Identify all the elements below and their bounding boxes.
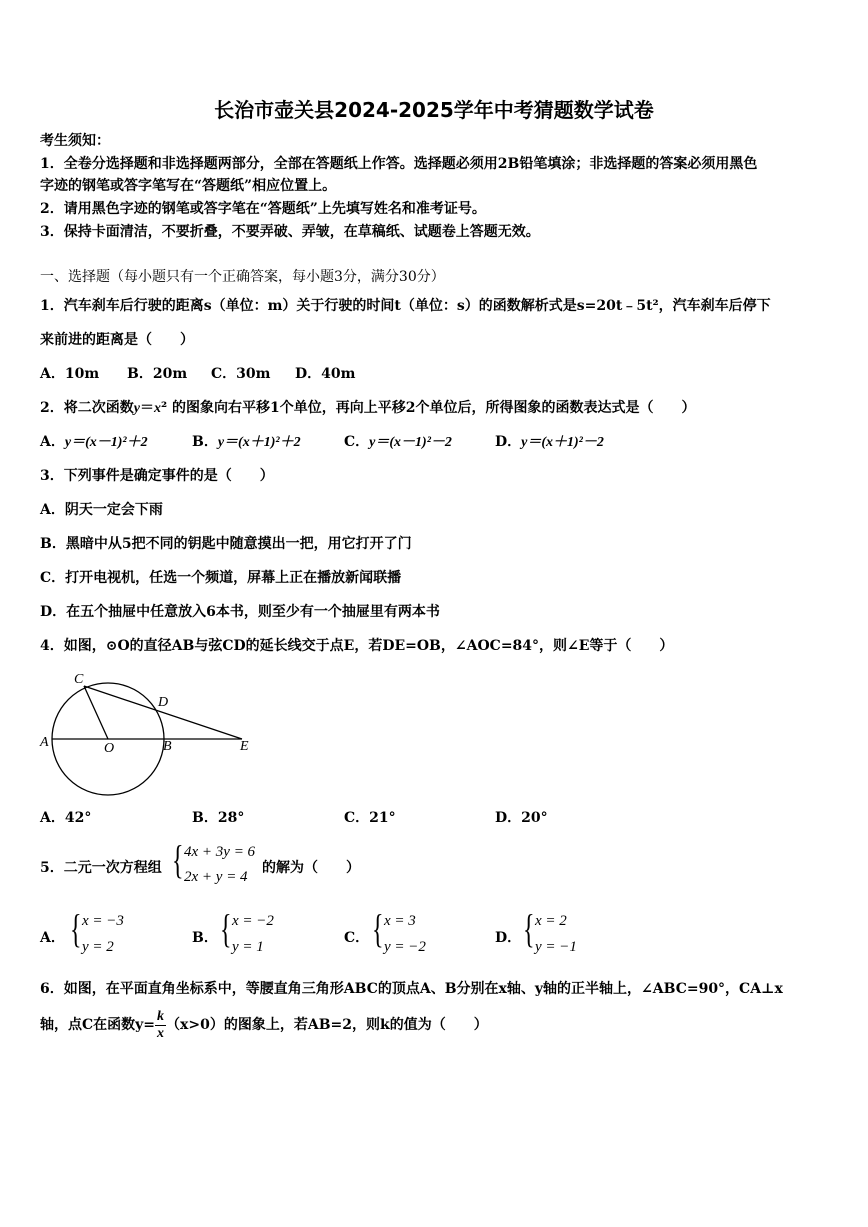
- q5-option-a: [70, 906, 150, 961]
- q5-option-a-label: A．: [40, 930, 65, 946]
- q4-circle-figure: [36, 668, 266, 798]
- q5-option-b-y: y = 1: [232, 939, 264, 955]
- q5-option-c-label: C．: [344, 930, 370, 946]
- q4-option-c: C．21°: [344, 810, 396, 826]
- q2-option-d: [495, 432, 604, 453]
- q1-stem-cont: 来前进的距离是（ ）: [40, 332, 194, 348]
- q2-stem-rest: ² 的图象向右平移1个单位，再向上平移2个单位后，所得图象的函数表达式是（ ）: [160, 400, 696, 416]
- label-d: D: [158, 695, 169, 710]
- q6-fraction-num: k: [157, 1008, 165, 1024]
- q5-option-b-label: B．: [192, 930, 218, 946]
- label-b: B: [163, 739, 172, 754]
- q5-option-d: [523, 906, 603, 961]
- q2-option-b-expr: y＝(x＋1)²＋2: [217, 435, 301, 450]
- q5-system: [172, 837, 272, 892]
- q1-stem: 1．汽车刹车后行驶的距离s（单位：m）关于行驶的时间t（单位：s）的函数解析式是s=20t﹣5t²，汽车刹车后停下: [40, 298, 771, 314]
- q2-option-a-label: A．: [40, 434, 65, 450]
- q6-stem: 6．如图，在平面直角坐标系中，等腰直角三角形ABC的顶点A、B分别在x轴、y轴的正半轴上，∠ABC=90°，CA⊥x: [40, 981, 783, 997]
- q5-option-b: [220, 906, 300, 961]
- q5-option-c-x: x = 3: [384, 913, 416, 929]
- q2-stem: [40, 398, 695, 419]
- q4-option-b: B．28°: [192, 810, 245, 826]
- q4-option-a: A．42°: [40, 810, 92, 826]
- q2-option-a-expr: y＝(x－1)²＋2: [64, 435, 148, 450]
- label-e: E: [240, 739, 249, 754]
- q5-option-d-brace: {: [523, 906, 535, 951]
- q1-option-b: B．20m: [127, 366, 188, 382]
- q6-fraction-den: x: [157, 1025, 165, 1041]
- q2-var-y: y: [133, 401, 140, 416]
- q5-option-c: [372, 906, 452, 961]
- q5-stem-b: 的解为（ ）: [262, 860, 360, 876]
- q5-option-b-x: x = −2: [232, 913, 274, 929]
- q5-option-a-y: y = 2: [82, 939, 114, 955]
- q5-option-c-y: y = −2: [384, 939, 426, 955]
- q3-option-b: B．黑暗中从5把不同的钥匙中随意摸出一把，用它打开了门: [40, 536, 412, 552]
- q5-option-a-brace: {: [70, 906, 82, 951]
- q6-fraction: [155, 1009, 166, 1042]
- q4-stem: 4．如图，⊙O的直径AB与弦CD的延长线交于点E，若DE=OB，∠AOC=84°，则∠E等于（ ）: [40, 638, 674, 654]
- q5-eq1: 4x + 3y = 6: [184, 844, 256, 860]
- notice-item-1: 1．全卷分选择题和非选择题两部分，全部在答题纸上作答。选择题必须用2B铅笔填涂；非选择题的答案必须用黑色: [40, 156, 758, 172]
- q5-option-b-brace: {: [220, 906, 232, 951]
- q2-var-x: x: [153, 401, 161, 416]
- q2-option-b: [192, 432, 301, 453]
- q3-stem: 3．下列事件是确定事件的是（ ）: [40, 468, 274, 484]
- q5-eq2: 2x + y = 4: [184, 869, 248, 885]
- q3-option-d: D．在五个抽屉中任意放入6本书，则至少有一个抽屉里有两本书: [40, 604, 440, 620]
- q5-stem-a: 5．二元一次方程组: [40, 860, 162, 876]
- notice-item-2: 2．请用黑色字迹的钢笔或答字笔在“答题纸”上先填写姓名和准考证号。: [40, 201, 486, 217]
- q5-option-d-y: y = −1: [535, 939, 577, 955]
- q2-option-d-expr: y＝(x＋1)²－2: [521, 435, 604, 450]
- q6-stem-cont-b: （x>0）的图象上，若AB=2，则k的值为（ ）: [166, 1017, 488, 1033]
- page-title: 长治市壶关县2024-2025学年中考猜题数学试卷: [214, 98, 654, 122]
- q6-stem-cont: [40, 1007, 488, 1043]
- q6-stem-cont-a: 轴，点C在函数y=: [40, 1017, 156, 1033]
- q5-option-d-x: x = 2: [535, 913, 567, 929]
- notice-item-3: 3．保持卡面清洁，不要折叠，不要弄破、弄皱，在草稿纸、试题卷上答题无效。: [40, 224, 540, 240]
- q2-option-c: [344, 432, 452, 453]
- q5-option-c-brace: {: [372, 906, 384, 951]
- q2-option-b-label: B．: [192, 434, 218, 450]
- q2-option-d-label: D．: [495, 434, 522, 450]
- label-a: A: [40, 735, 49, 750]
- notice-item-1-cont: 字迹的钢笔或答字笔写在“答题纸”相应位置上。: [40, 178, 337, 194]
- line-oc: [84, 686, 108, 739]
- q2-option-c-expr: y＝(x－1)²－2: [369, 435, 452, 450]
- notice-heading: 考生须知：: [40, 133, 110, 149]
- q3-option-a: A．阴天一定会下雨: [40, 502, 163, 518]
- q5-system-brace: {: [172, 837, 184, 882]
- q5-option-a-x: x = −3: [82, 913, 124, 929]
- q1-option-a: A．10m: [40, 366, 100, 382]
- q1-option-d: D．40m: [295, 366, 356, 382]
- q4-option-d: D．20°: [495, 810, 548, 826]
- q2-option-a: [40, 432, 148, 453]
- q2-option-c-label: C．: [344, 434, 370, 450]
- label-o: O: [104, 741, 115, 756]
- q2-eq: ＝: [139, 400, 154, 416]
- label-c: C: [74, 672, 84, 687]
- q5-option-d-label: D．: [495, 930, 522, 946]
- q1-option-c: C．30m: [211, 366, 271, 382]
- section-heading: 一、选择题（每小题只有一个正确答案，每小题3分，满分30分）: [40, 269, 445, 285]
- q3-option-c: C．打开电视机，任选一个频道，屏幕上正在播放新闻联播: [40, 570, 402, 586]
- q2-stem-part: 2．将二次函数: [40, 400, 134, 416]
